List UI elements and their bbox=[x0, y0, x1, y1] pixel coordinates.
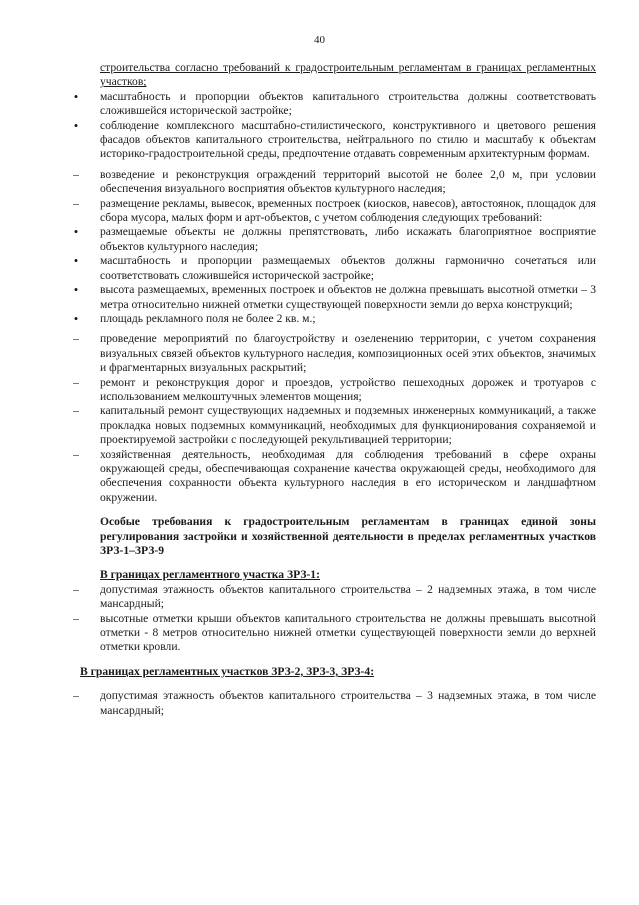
list-item: – капитальный ремонт существующих надземных и подземных инженерных коммуникаций, а также прокладка новых подземных коммуникаций, необходимых для функционирования сохраняемой и проектируемой застройки с последующей рекультивацией территории; bbox=[73, 404, 596, 447]
subsection-title: В границах регламентного участка ЗРЗ-1: bbox=[100, 568, 320, 582]
list-item: • масштабность и пропорции размещаемых объектов должны гармонично сочетаться или соответствовать сложившейся исторической застройке; bbox=[73, 253, 596, 282]
section-heading: Особые требования к градостроительным регламентам в границах единой зоны регулирования застройки и хозяйственной деятельности в пределах регламентных участков ЗРЗ-1–ЗРЗ-9 bbox=[100, 515, 596, 557]
list-item: – возведение и реконструкция ограждений территорий высотой не более 2,0 м, при условии обеспечения визуального восприятия объектов культурного наследия; bbox=[73, 167, 596, 196]
list-item: • высота размещаемых, временных построек и объектов не должна превышать высотной отметки – 3 метра относительно нижней отметки существующей поверхности земли до верха конструкций; bbox=[73, 282, 596, 311]
list-item: – высотные отметки крыши объектов капитального строительства не должны превышать высотной отметки - 8 метров относительно нижней отметки существующей поверхности земли до верхней отметки кровли. bbox=[73, 611, 596, 654]
page-number: 40 bbox=[314, 34, 325, 46]
list-item: • масштабность и пропорции объектов капитального строительства должны соответствовать сложившейся исторической застройке; bbox=[73, 88, 596, 118]
list-item: – размещение рекламы, вывесок, временных построек (киосков, навесов), автостоянок, площадок для сбора мусора, малых форм и арт-объектов, с учетом соблюдения следующих требований: bbox=[73, 196, 596, 225]
list-item: • размещаемые объекты не должны препятствовать, либо искажать благоприятное восприятие объектов культурного наследия; bbox=[73, 224, 596, 253]
list-item: – хозяйственная деятельность, необходимая для соблюдения требований в сфере охраны окружающей среды, обеспечивающая сохранение качества окружающей среды, необходимого для обеспечения сохранности объекта культурного наследия в его историческом и ландшафтном окружении. bbox=[73, 447, 596, 504]
document-body bbox=[73, 61, 596, 718]
continuation-text: строительства согласно требований к градостроительным регламентам в границах регламентных участков; bbox=[100, 61, 596, 89]
list-item: – проведение мероприятий по благоустройству и озеленению территории, с учетом сохранения визуальных связей объектов культурного наследия, композиционных осей этих объектов, значимых и фрагментарных визуальных раскрытий; bbox=[73, 332, 596, 375]
list-item: – ремонт и реконструкция дорог и проездов, устройство пешеходных дорожек и тротуаров с использованием мелкоштучных элементов мощения; bbox=[73, 375, 596, 403]
subsection-title: В границах регламентных участков ЗРЗ-2, ЗРЗ-3, ЗРЗ-4: bbox=[80, 664, 375, 678]
list-item: – допустимая этажность объектов капитального строительства – 2 надземных этажа, в том числе мансардный; bbox=[73, 582, 596, 611]
list-item: – допустимая этажность объектов капитального строительства – 3 надземных этажа, в том числе мансардный; bbox=[73, 689, 596, 717]
list-item: • соблюдение комплексного масштабно-стилистического, конструктивного и цветового решения фасадов объектов капитального строительства, нейтрального по стилю и масштабу к объектам историко-градостроительной среды, предпочтение отдавать современным архитектурным формам. bbox=[73, 117, 596, 161]
list-item: • площадь рекламного поля не более 2 кв. м.; bbox=[73, 310, 316, 326]
